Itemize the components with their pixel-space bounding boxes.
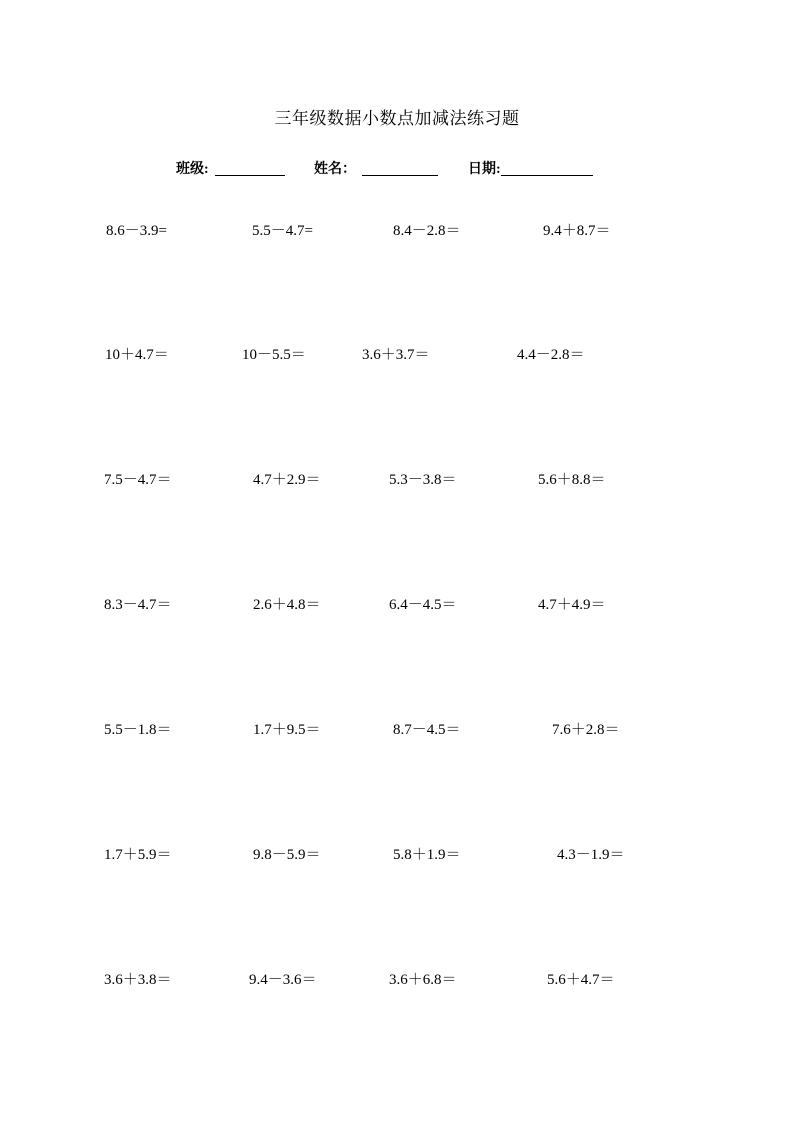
problem: 10－5.5＝	[242, 347, 306, 363]
problem: 5.8＋1.9＝	[393, 847, 461, 863]
problem: 3.6＋3.8＝	[104, 972, 172, 988]
problem: 10＋4.7＝	[105, 347, 169, 363]
problem: 9.4＋8.7＝	[543, 223, 611, 239]
problem: 5.6＋4.7＝	[547, 972, 615, 988]
problem: 3.6＋6.8＝	[389, 972, 457, 988]
date-label: 日期:	[468, 162, 501, 177]
worksheet-title: 三年级数据小数点加减法练习题	[274, 109, 520, 128]
problem: 8.7－4.5＝	[393, 722, 461, 738]
problem: 4.7＋4.9＝	[538, 597, 606, 613]
name-label: 姓名：	[314, 162, 356, 177]
problem: 4.3－1.9＝	[557, 847, 625, 863]
class-blank[interactable]	[215, 161, 285, 176]
name-blank[interactable]	[362, 161, 438, 176]
problem: 8.4－2.8＝	[393, 223, 461, 239]
problem: 2.6＋4.8＝	[253, 597, 321, 613]
problem: 7.6＋2.8＝	[552, 722, 620, 738]
class-field	[176, 158, 285, 178]
problem: 7.5－4.7＝	[104, 472, 172, 488]
problem: 8.3－4.7＝	[104, 597, 172, 613]
problem: 4.4－2.8＝	[517, 347, 585, 363]
problem: 6.4－4.5＝	[389, 597, 457, 613]
date-field	[468, 158, 593, 178]
problem: 3.6＋3.7＝	[362, 347, 430, 363]
problem: 5.6＋8.8＝	[538, 472, 606, 488]
problem: 1.7＋9.5＝	[253, 722, 321, 738]
problem: 5.5－4.7=	[252, 223, 313, 239]
problem: 9.8－5.9＝	[253, 847, 321, 863]
class-label: 班级:	[176, 162, 209, 177]
problem: 8.6－3.9=	[106, 223, 167, 239]
problem: 5.5－1.8＝	[104, 722, 172, 738]
problem: 1.7＋5.9＝	[104, 847, 172, 863]
name-field	[314, 158, 438, 178]
problem: 4.7＋2.9＝	[253, 472, 321, 488]
problem: 5.3－3.8＝	[389, 472, 457, 488]
date-blank[interactable]	[501, 161, 593, 176]
problem: 9.4－3.6＝	[249, 972, 317, 988]
